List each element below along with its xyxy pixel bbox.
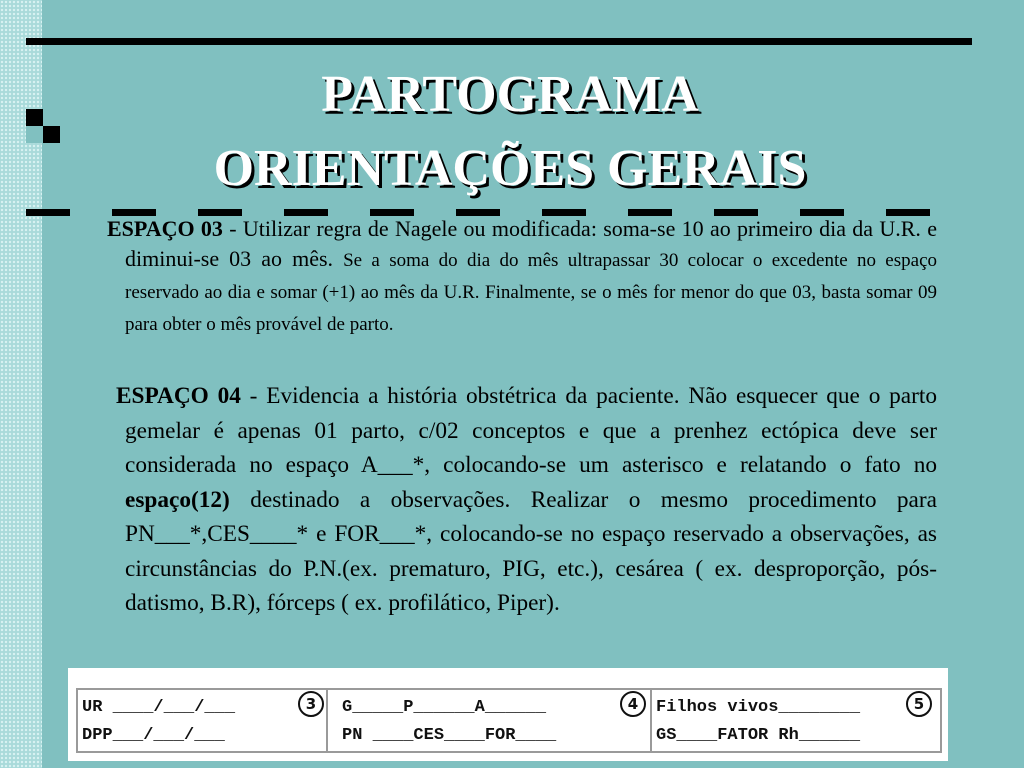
form-section-children-blood: [652, 690, 940, 751]
title-line-2: ORIENTAÇÕES GERAIS: [213, 140, 807, 197]
paragraph-label: ESPAÇO 04: [116, 383, 241, 409]
paragraph-espaco-03: [107, 214, 938, 340]
paragraph-text: - Evidencia a história obstétrica da paciente. Não esquecer que o parto gemelar é apenas 01 parto, c/02 conceptos e que a prenhez ectópica deve ser considerada no espaço A___*, colocando-se um asterisco e relatando o fato no: [125, 383, 938, 478]
top-rule: [26, 38, 972, 45]
paragraph-text-small: Se a soma do dia do mês ultrapassar 30 colocar o excedente no espaço reservado ao dia e somar (+1) ao mês da U.R. Finalmente, se o mês for menor do que 03, basta somar 09 para obter o mês provável de parto.: [125, 250, 938, 335]
form-row-ur: UR ____/___/___: [82, 698, 236, 717]
title-line-1: PARTOGRAMA: [321, 66, 699, 123]
section-number-badge: 3: [298, 691, 324, 717]
paragraph-espaco-04: [116, 379, 938, 621]
section-number-badge: 5: [906, 691, 932, 717]
paragraph-label: ESPAÇO 03: [107, 216, 223, 241]
form-section-obstetric-history: [338, 690, 652, 751]
form-section-dates: [78, 690, 328, 751]
paragraph-bold-reference: espaço(12): [125, 486, 230, 513]
paragraph-text-continued: destinado a observações. Realizar o mesmo procedimento para PN___*,CES____* e FOR___*, colocando-se no espaço reservado a observações, as circunstâncias do P.N.(ex. prematuro, PIG, etc.), cesárea ( ex. desproporção, pós-datismo, B.R), fórceps ( ex. profilático, Piper).: [125, 486, 937, 616]
form-table: [76, 688, 942, 753]
form-row-dpp: DPP___/___/___: [82, 726, 225, 745]
form-row-pn-ces-for: PN ____CES____FOR____: [342, 726, 557, 745]
form-row-filhos-vivos: Filhos vivos________: [656, 698, 861, 717]
form-row-gs-fator-rh: GS____FATOR Rh______: [656, 726, 861, 745]
checker-squares-icon: [26, 109, 60, 143]
slide-title: [60, 58, 960, 206]
section-number-badge: 4: [620, 691, 646, 717]
form-row-gpa: G_____P______A______: [342, 698, 547, 717]
partogram-form-image: [68, 668, 948, 761]
paragraph-text: - Utilizar regra de Nagele ou modificada: soma-se 10 ao primeiro dia da U.R. e diminui-se 03 ao mês.: [125, 216, 937, 271]
